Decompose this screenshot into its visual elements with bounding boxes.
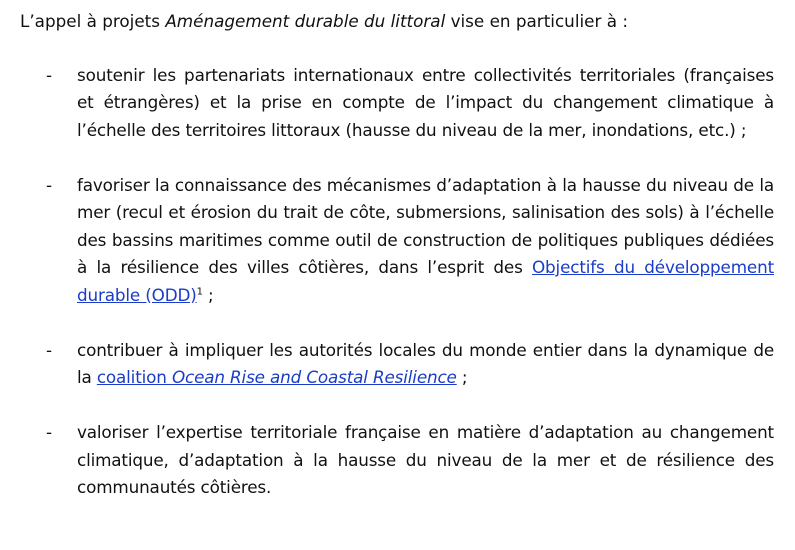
list-item-text: valoriser l’expertise territoriale française en matière d’adaptation au changement climatique, d’adaptation à la hausse du niveau de la mer et de résilience des communautés côtières.	[77, 422, 774, 497]
intro-text-before: L’appel à projets	[20, 11, 166, 31]
dash-bullet: -	[46, 339, 53, 360]
project-title: Aménagement durable du littoral	[165, 11, 446, 31]
dash-bullet: -	[46, 422, 53, 442]
footnote-marker[interactable]: 1	[196, 285, 203, 297]
list-item-text	[77, 337, 774, 392]
list-item-text-before: favoriser la connaissance des mécanismes d’adaptation à la hausse du niveau de la mer (recul et érosion du trait de côte, submersions, salinisation des sols) à l’échelle des bassins maritimes comme outil de construction de politiques publiques dédiées à la résilience des villes côtières, dans l’esprit des	[77, 174, 774, 277]
list-item	[20, 337, 775, 392]
list-item-text-before: contribuer à impliquer les autorités locales du monde entier dans la dynamique de la	[77, 339, 774, 387]
dash-bullet: -	[46, 64, 53, 85]
coalition-link-prefix: coalition	[96, 367, 172, 387]
list-item-text: soutenir les partenariats internationaux entre collectivités territoriales (françaises et étrangères) et la prise en compte de l’impact du changement climatique à l’échelle des territoires littoraux (hausse du niveau de la mer, inondations, etc.) ;	[77, 64, 774, 140]
intro-text-after: vise en particulier à :	[445, 11, 628, 31]
list-item	[20, 62, 775, 145]
list-item	[20, 172, 775, 310]
dash-bullet: -	[46, 174, 53, 195]
list-item-text-after: ;	[456, 367, 468, 387]
list-item-text	[77, 172, 774, 310]
coalition-link-name: Ocean Rise and Coastal Resilience	[171, 367, 457, 387]
intro-paragraph	[20, 8, 775, 36]
odd-link[interactable]: Objectifs du développement durable (ODD)	[77, 257, 774, 305]
list-item-text-after: ;	[202, 284, 214, 305]
coalition-link[interactable]	[97, 367, 457, 387]
objectives-list	[20, 62, 775, 502]
list-item	[20, 419, 775, 502]
